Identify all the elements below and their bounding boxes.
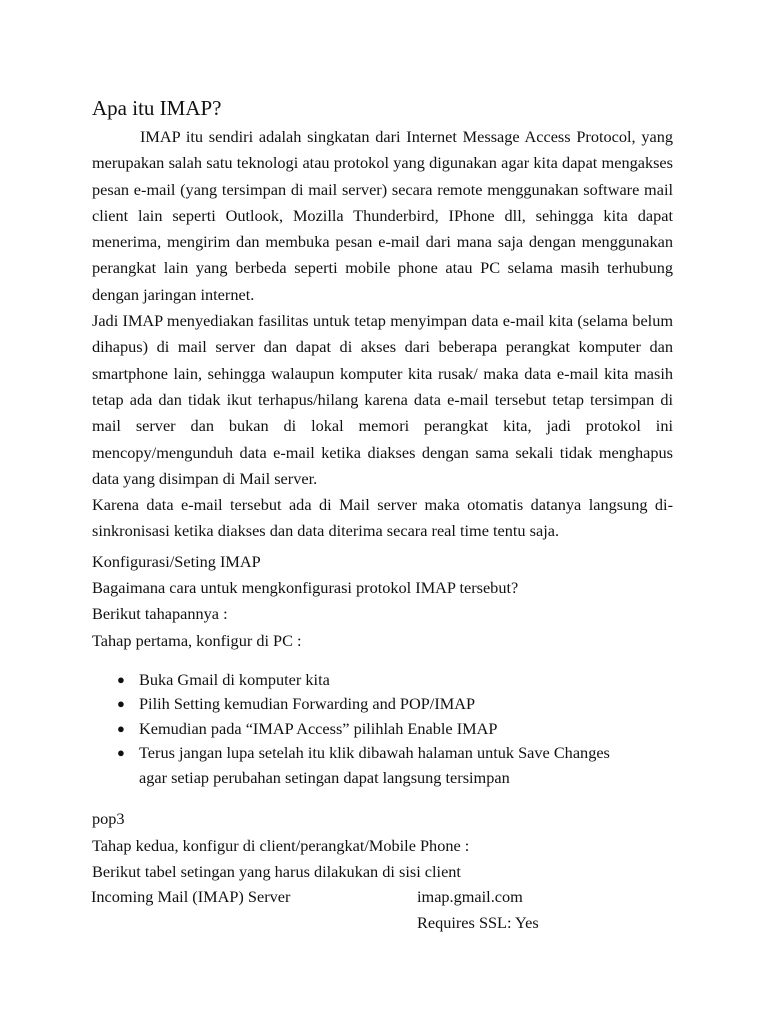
list-item-text: Kemudian pada “IMAP Access” pilihlah Enable IMAP bbox=[139, 718, 498, 738]
steps-intro: Berikut tahapannya : bbox=[92, 604, 228, 624]
bullet-icon: ● bbox=[117, 671, 125, 687]
table-intro: Berikut tabel setingan yang harus dilakukan di sisi client bbox=[92, 862, 461, 882]
step1-heading: Tahap pertama, konfigur di PC : bbox=[92, 630, 302, 650]
list-item-text: Terus jangan lupa setelah itu klik dibawah halaman untuk Save Changes agar setiap perubahan setingan dapat langsung tersimpan bbox=[139, 743, 610, 787]
list-item bbox=[117, 717, 673, 742]
pop3-label: pop3 bbox=[92, 809, 125, 829]
list-item bbox=[117, 692, 673, 717]
settings-table bbox=[91, 884, 651, 936]
config-heading: Konfigurasi/Seting IMAP bbox=[92, 551, 261, 571]
bullet-icon: ● bbox=[117, 745, 125, 761]
settings-value: Requires SSL: Yes bbox=[417, 913, 539, 932]
settings-key bbox=[91, 910, 417, 936]
list-item-text: Pilih Setting kemudian Forwarding and POP/IMAP bbox=[139, 694, 476, 714]
config-question: Bagaimana cara untuk mengkonfigurasi protokol IMAP tersebut? bbox=[92, 578, 519, 598]
table-row bbox=[91, 910, 651, 936]
paragraph-imap-definition: IMAP itu sendiri adalah singkatan dari Internet Message Access Protocol, yang merupakan salah satu teknologi atau protokol yang digunakan agar kita dapat mengakses pesan e-mail (yang tersimpan di mail server) secara remote menggunakan software mail client lain seperti Outlook, Mozilla Thunderbird, IPhone dll, sehingga kita dapat menerima, mengirim dan membuka pesan e-mail dari mana saja dengan menggunakan perangkat lain yang berbeda seperti mobile phone atau PC selama masih terhubung dengan jaringan internet. bbox=[92, 127, 673, 304]
settings-value: imap.gmail.com bbox=[417, 887, 523, 906]
list-item bbox=[117, 668, 673, 693]
paragraph-imap-sync: Karena data e-mail tersebut ada di Mail server maka otomatis datanya langsung di-sinkronisasi ketika diakses dan data diterima secara real time tentu saja. bbox=[92, 495, 673, 541]
table-row bbox=[91, 884, 651, 910]
list-item bbox=[117, 741, 619, 790]
document-body bbox=[92, 95, 673, 885]
bullet-icon: ● bbox=[117, 696, 125, 712]
document-title: Apa itu IMAP? bbox=[92, 96, 222, 120]
step1-list bbox=[92, 668, 673, 791]
bullet-icon: ● bbox=[117, 720, 125, 736]
list-item-text: Buka Gmail di komputer kita bbox=[139, 669, 330, 689]
settings-key: Incoming Mail (IMAP) Server bbox=[91, 887, 291, 906]
paragraph-imap-storage: Jadi IMAP menyediakan fasilitas untuk tetap menyimpan data e-mail kita (selama belum dihapus) di mail server dan dapat di akses dari beberapa perangkat komputer dan smartphone lain, sehingga walaupun komputer kita rusak/ maka data e-mail kita masih tetap ada dan tidak ikut terhapus/hilang karena data e-mail tersebut tetap tersimpan di mail server dan bukan di lokal memori perangkat kita, jadi protokol ini mencopy/mengunduh data e-mail ketika diakses dengan sama sekali tidak menghapus data yang disimpan di Mail server. bbox=[92, 311, 673, 488]
spacer bbox=[92, 790, 673, 806]
step2-heading: Tahap kedua, konfigur di client/perangkat/Mobile Phone : bbox=[92, 835, 470, 855]
